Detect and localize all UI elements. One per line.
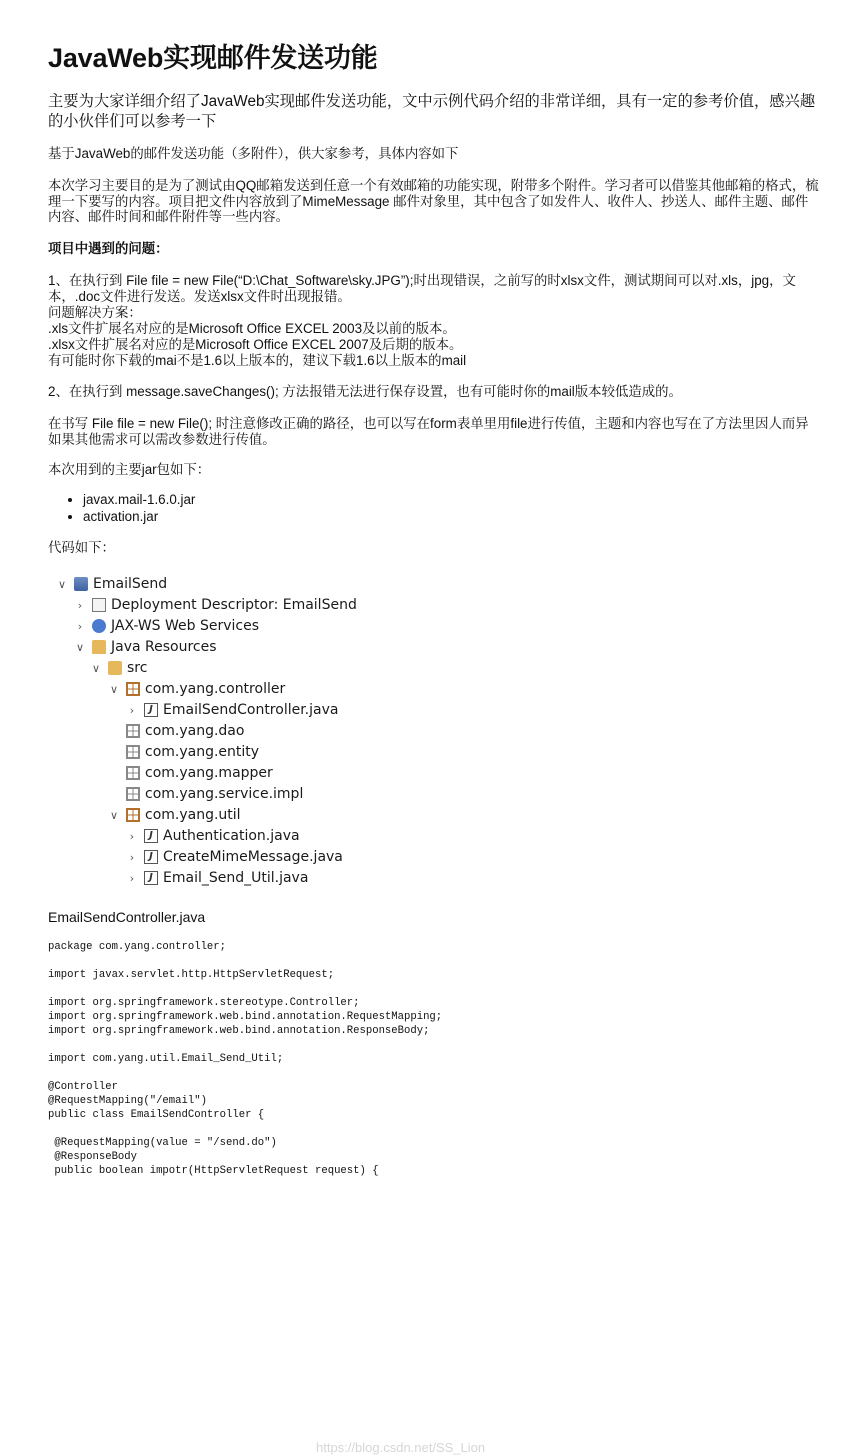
tree-row-java-file [126, 847, 343, 867]
problem-2: 2、在执行到 message.saveChanges(); 方法报错无法进行保存设置，也有可能时你的mail版本较低造成的。 [48, 384, 682, 399]
chevron-right-icon: › [77, 598, 83, 612]
chevron-right-icon: › [129, 703, 135, 717]
chevron-down-icon: ∨ [109, 808, 119, 822]
solution-mail: 有可能时你下载的mai不是1.6以上版本的，建议下载1.6以上版本的mail [48, 353, 467, 368]
chevron-down-icon: ∨ [57, 577, 67, 591]
empty-package-icon [126, 787, 140, 801]
java-file-icon: J [144, 871, 158, 885]
tree-row-package [108, 679, 285, 699]
java-file-icon: J [144, 850, 158, 864]
chevron-down-icon: ∨ [91, 661, 101, 675]
solution-label: 问题解决方案： [48, 305, 142, 320]
chevron-down-icon: ∨ [109, 682, 119, 696]
empty-package-icon [126, 724, 140, 738]
jar-list [48, 492, 195, 525]
tree-label: com.yang.entity [145, 744, 260, 760]
chevron-down-icon: ∨ [75, 640, 85, 654]
intro-summary: 主要为大家详细介绍了JavaWeb实现邮件发送功能，文中示例代码介绍的非常详细，具有一定的参考价值，感兴趣的小伙伴们可以参考一下 [48, 93, 816, 130]
tree-row-java-file [126, 826, 300, 846]
problems-heading: 项目中遇到的问题： [48, 241, 169, 256]
web-services-icon [92, 619, 106, 633]
tree-label: JAX-WS Web Services [111, 618, 260, 634]
tree-label: com.yang.util [145, 807, 241, 823]
tree-row-java-file [126, 868, 308, 888]
tree-label: src [127, 660, 148, 676]
package-icon [126, 808, 140, 822]
empty-package-icon [126, 745, 140, 759]
tree-label: EmailSendController.java [163, 702, 339, 718]
chevron-right-icon: › [77, 619, 83, 633]
paragraph-file-path: 在书写 File file = new File(); 时注意修改正确的路径，也可以写在form表单里用file进行传值，主题和内容也写在了方法里因人而异如果其他需求可以需改参数进行传值。 [48, 416, 809, 447]
tree-row-package [108, 784, 303, 804]
tree-row-package [108, 742, 259, 762]
tree-label: Deployment Descriptor: EmailSend [111, 597, 357, 613]
tree-label: com.yang.service.impl [145, 786, 304, 802]
page-title: JavaWeb实现邮件发送功能 [48, 43, 378, 73]
solution-xls: .xls文件扩展名对应的是Microsoft Office EXCEL 2003及以前的版本。 [48, 321, 456, 336]
empty-package-icon [126, 766, 140, 780]
paragraph-overview: 基于JavaWeb的邮件发送功能（多附件），供大家参考，具体内容如下 [48, 146, 459, 161]
file-name-heading: EmailSendController.java [48, 909, 206, 925]
tree-label: com.yang.dao [145, 723, 245, 739]
tree-row-package [108, 763, 273, 783]
jar-item: • javax.mail-1.6.0.jar [83, 492, 195, 509]
tree-label: Email_Send_Util.java [163, 870, 309, 886]
tree-label: Java Resources [111, 639, 217, 655]
deployment-descriptor-icon [92, 598, 106, 612]
solution-xlsx: .xlsx文件扩展名对应的是Microsoft Office EXCEL 2007及后期的版本。 [48, 337, 463, 352]
chevron-right-icon: › [129, 829, 135, 843]
jars-intro: 本次用到的主要jar包如下： [48, 462, 211, 477]
tree-row-package [108, 805, 241, 825]
paragraph-purpose: 本次学习主要目的是为了测试由QQ邮箱发送到任意一个有效邮箱的功能实现，附带多个附件。学习者可以借鉴其他邮箱的格式，梳理一下要写的内容。项目把文件内容放到了MimeMessage 邮件对象里，其中包含了如发件人、收件人、抄送人、邮件主题、邮件内容、邮件时间和邮件附件等一些内容。 [48, 178, 819, 224]
code-intro: 代码如下： [48, 540, 115, 555]
watermark: https://blog.csdn.net/SS_Lion [316, 1440, 486, 1455]
tree-label: Authentication.java [163, 828, 300, 844]
chevron-right-icon: › [129, 850, 135, 864]
project-icon [74, 577, 88, 591]
tree-row-java-resources [74, 637, 217, 657]
java-resources-icon [92, 640, 106, 654]
tree-row-web-services [74, 616, 259, 636]
chevron-right-icon: › [129, 871, 135, 885]
tree-row-java-file [126, 700, 338, 720]
tree-label: com.yang.mapper [145, 765, 273, 781]
code-block: package com.yang.controller; import javax.servlet.http.HttpServletRequest; import org.springframework.stereotype.Controller; import org.springframework.web.bind.annotation.RequestMapping; import org.springframework.web.bind.annotation.ResponseBody; import com.yang.util.Email_Send_Util; @Controller @RequestMapping("/email") public class EmailSendController { @RequestMapping(value = "/send.do") @ResponseBody public boolean impotr(HttpServletRequest request) { [48, 941, 443, 1177]
package-icon [126, 682, 140, 696]
tree-row-src [90, 658, 147, 678]
jar-item: • activation.jar [83, 509, 195, 526]
tree-row-project [56, 574, 167, 594]
java-file-icon: J [144, 703, 158, 717]
tree-label: CreateMimeMessage.java [163, 849, 343, 865]
tree-label: EmailSend [93, 576, 168, 592]
java-file-icon: J [144, 829, 158, 843]
tree-row-package [108, 721, 244, 741]
tree-row-deployment [74, 595, 357, 615]
source-folder-icon [108, 661, 122, 675]
tree-label: com.yang.controller [145, 681, 286, 697]
problem-1: 1、在执行到 File file = new File(“D:\Chat_Software\sky.JPG”);时出现错误，之前写的时xlsx文件，测试期间可以对.xls，jpg，文本，.doc文件进行发送。发送xlsx文件时出现报错。 [48, 273, 796, 304]
